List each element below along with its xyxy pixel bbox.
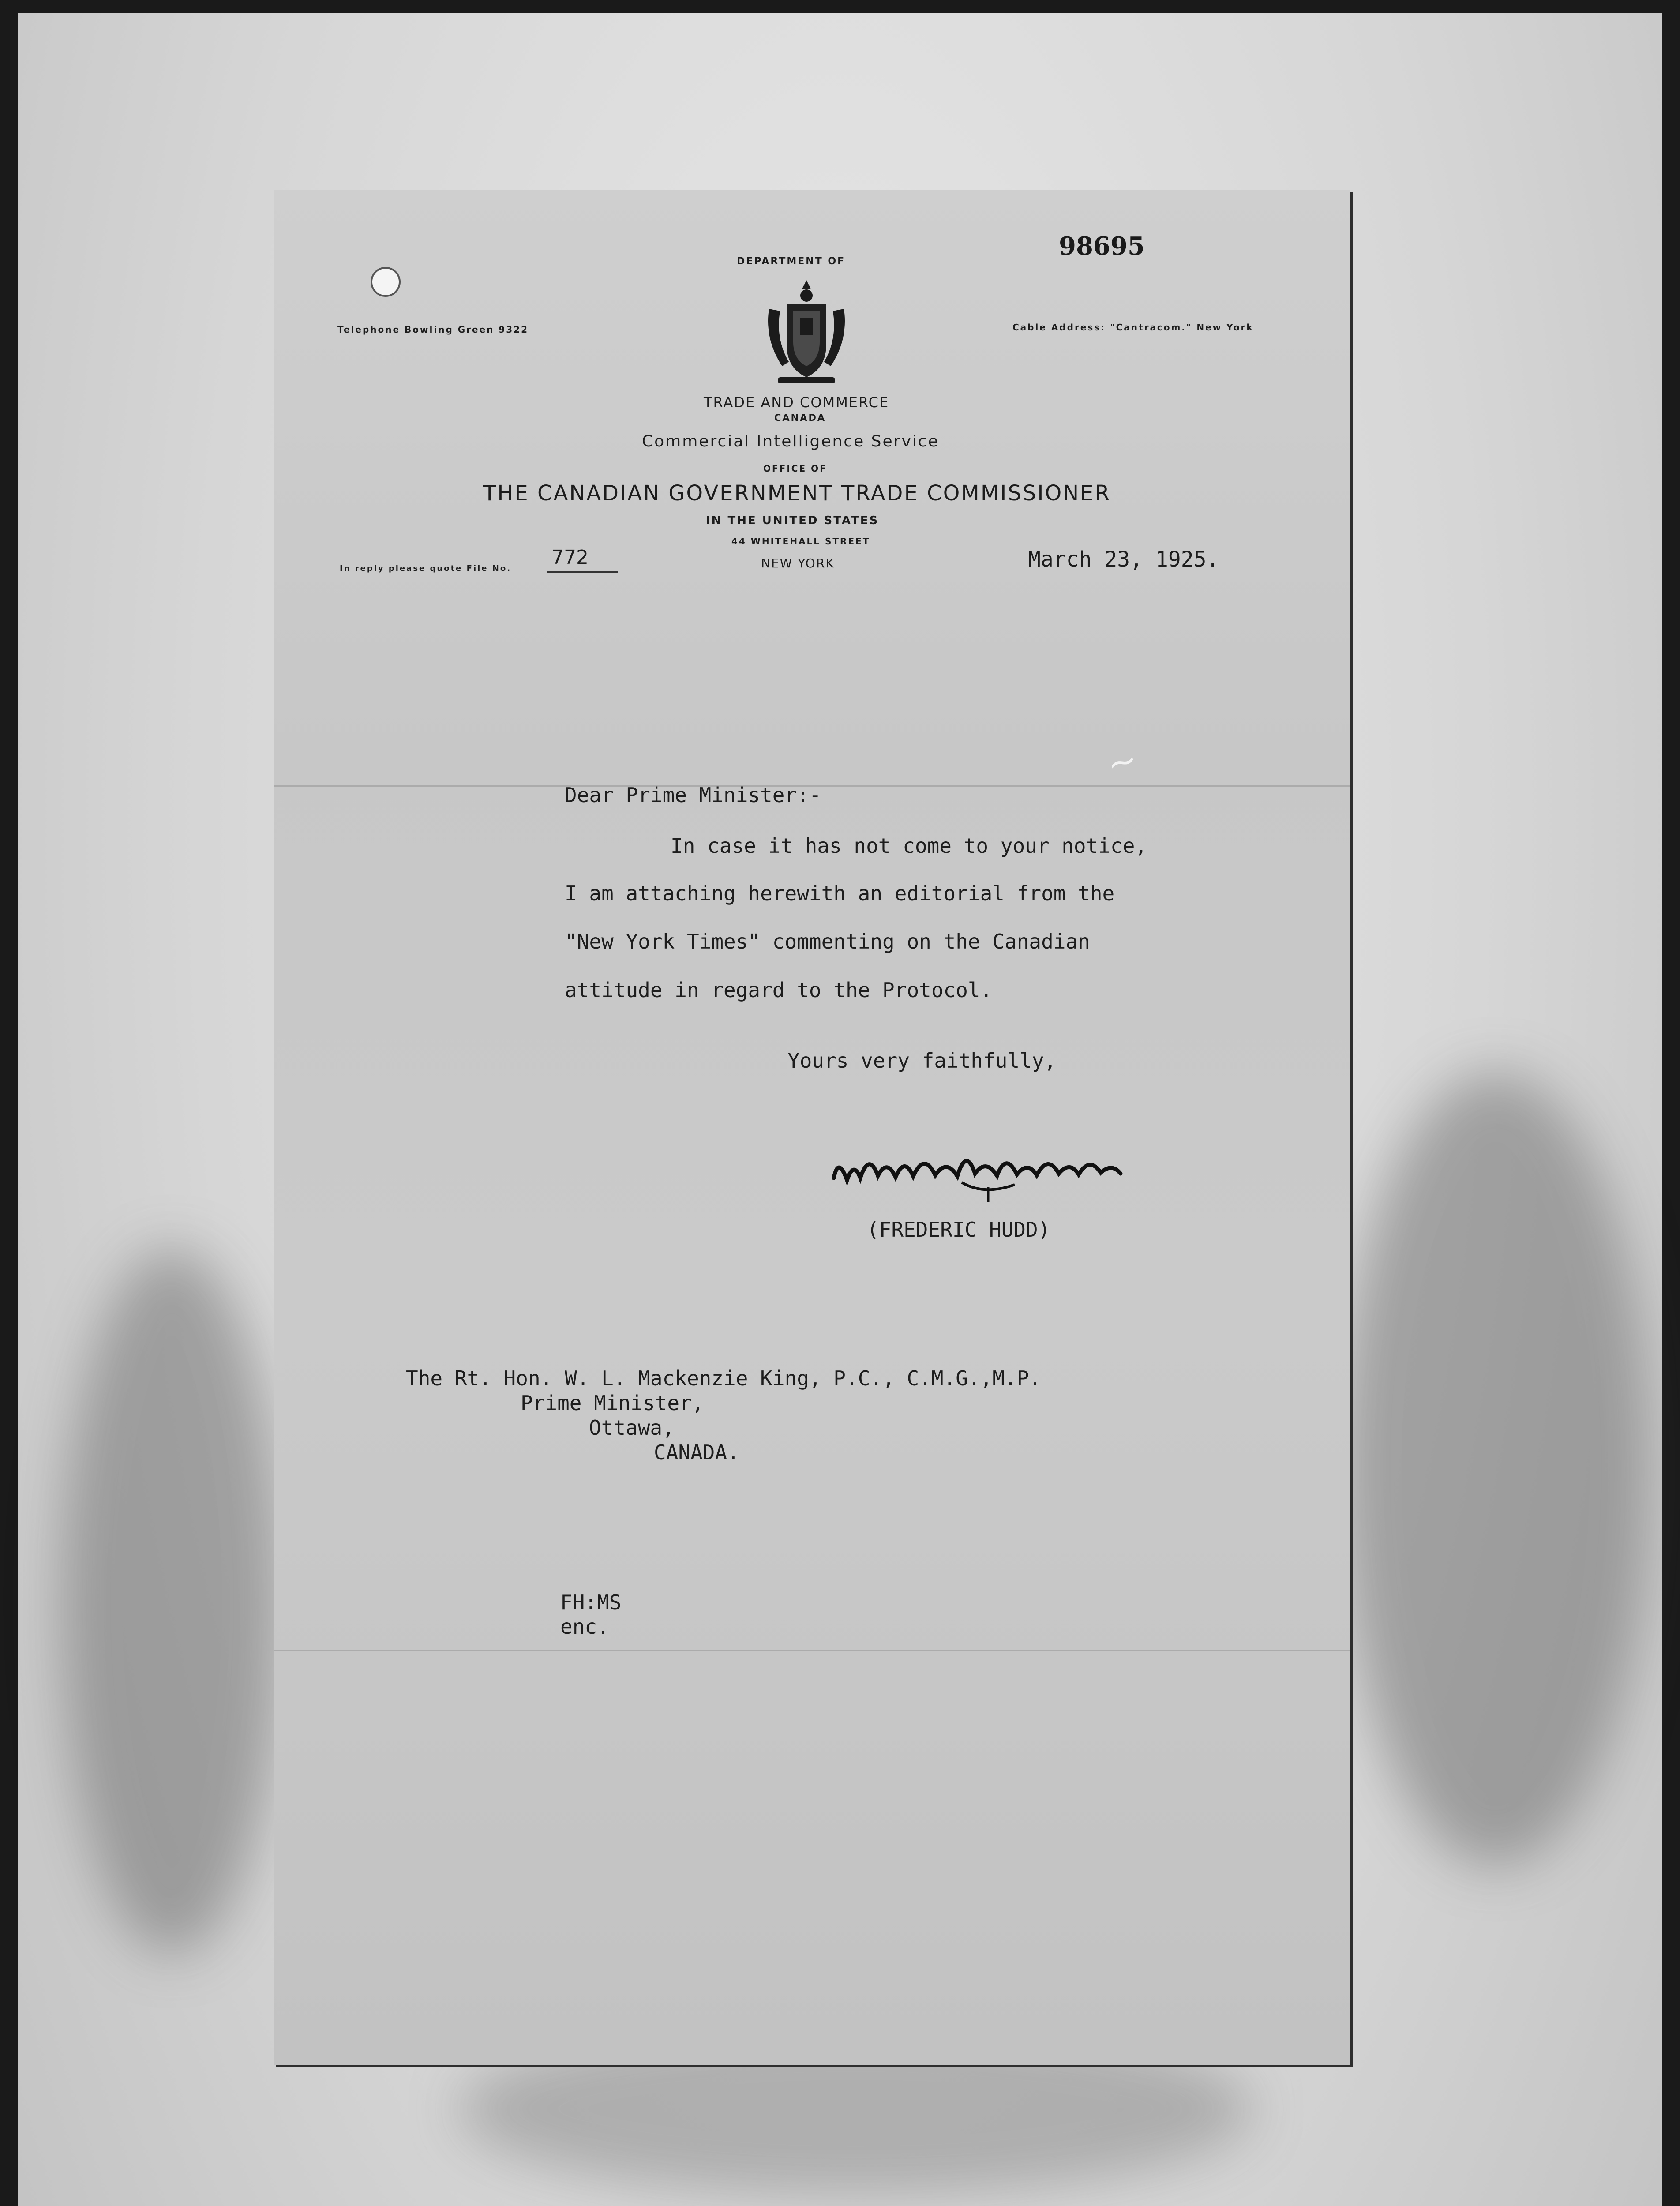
typist-initials: FH:MS [560, 1591, 622, 1614]
telephone-number: Telephone Bowling Green 9322 [338, 324, 529, 335]
file-number: 772 [551, 546, 589, 569]
document-number: 98695 [1059, 232, 1145, 261]
signer-name: (FREDERIC HUDD) [867, 1218, 1050, 1242]
letter-date: March 23, 1925. [1028, 547, 1219, 572]
office-of-label: OFFICE OF [763, 463, 827, 474]
enclosure-note: enc. [560, 1615, 609, 1639]
city-label: NEW YORK [761, 556, 835, 570]
recipient-line-4: CANADA. [654, 1441, 739, 1464]
salutation: Dear Prime Minister:- [565, 783, 821, 807]
handwritten-signature [829, 1138, 1138, 1209]
closing: Yours very faithfully, [788, 1049, 1057, 1073]
cable-address: Cable Address: "Cantracom." New York [1012, 322, 1254, 333]
in-united-states-label: IN THE UNITED STATES [706, 514, 879, 527]
file-number-underline [547, 571, 618, 573]
canada-label: CANADA [774, 413, 826, 423]
recipient-line-2: Prime Minister, [521, 1391, 704, 1415]
body-line-4: attitude in regard to the Protocol. [565, 978, 993, 1002]
department-of-label: DEPARTMENT OF [737, 256, 846, 267]
recipient-line-3: Ottawa, [589, 1416, 675, 1440]
body-line-3: "New York Times" commenting on the Canadian [565, 930, 1090, 953]
coat-of-arms-icon [762, 278, 851, 388]
pencil-annotation: ~ [1102, 738, 1142, 786]
body-line-2: I am attaching herewith an editorial from the [565, 882, 1115, 905]
letter-sheet [274, 190, 1350, 2065]
commissioner-title: THE CANADIAN GOVERNMENT TRADE COMMISSIONER [483, 481, 1111, 506]
recipient-line-1: The Rt. Hon. W. L. Mackenzie King, P.C., C.M.G.,M.P. [406, 1366, 1042, 1390]
paper-fold [274, 1650, 1350, 1651]
trade-and-commerce-label: TRADE AND COMMERCE [704, 394, 889, 411]
background-shadow [62, 1249, 282, 1955]
body-line-1: In case it has not come to your notice, [671, 834, 1148, 858]
street-address: 44 WHITEHALL STREET [731, 536, 870, 547]
punch-hole [371, 267, 401, 297]
background-shadow [1341, 1072, 1650, 1866]
reply-file-label: In reply please quote File No. [340, 564, 512, 573]
commercial-intelligence-label: Commercial Intelligence Service [642, 432, 939, 450]
